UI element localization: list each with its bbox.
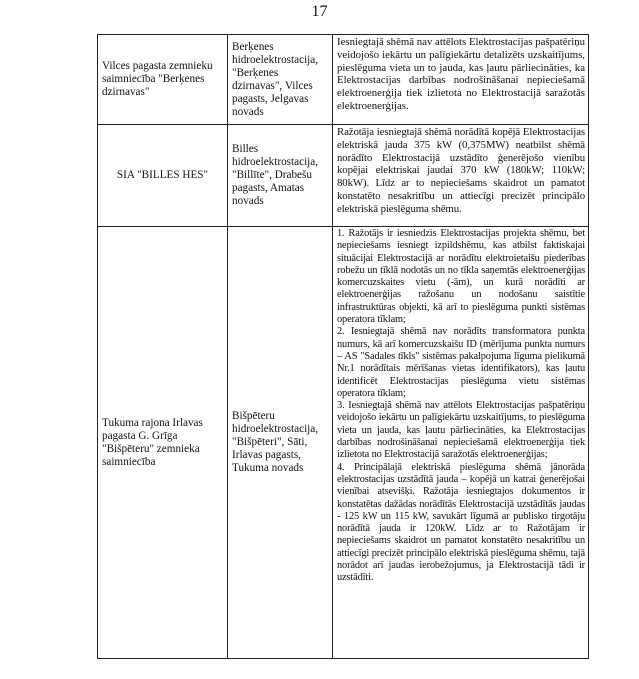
- plant-cell: [228, 227, 333, 659]
- page-number: 17: [311, 3, 328, 20]
- plant-cell: [228, 35, 333, 125]
- note-paragraph: Iesniegtajā shēmā nav attēlots Elektrostacijas pašpatēriņu veidojošo iekārtu un palīgiekārtu detalizēts uzskaitījums, pieslēguma vieta un to jauda, kas ļautu pārliecināties, ka Elektrostacijas darbības nodrošināšanai nepieciešamā elektroenerģija tiek izlietota no Elektrostacijā saražotās elektroenerģijas.: [337, 36, 585, 112]
- notes-cell: [333, 35, 589, 125]
- decision-table: [97, 34, 589, 659]
- holder-name: Vilces pagasta zemnieku saimniecība "Berķenes dzirnavas": [102, 60, 213, 98]
- note-paragraph: 3. Iesniegtajā shēmā nav attēlots Elektrostacijas pašpatēriņu veidojošo iekārtu un palīgiekārtu uzskaitījums, to pieslēguma vieta un jauda, kas ļautu pārliecināties, ka Elektrostacijas darbības nodrošināšanai nepieciešamā elektroenerģija tiek izlietota no Elektrostacijā saražotās elektroenerģijas;: [337, 400, 585, 461]
- note-text: [333, 35, 588, 114]
- holder-name: SIA "BILLES HES": [116, 169, 209, 181]
- table-row: [98, 35, 589, 125]
- plant-name: Billes hidroelektrostacija, "Billīte", Drabešu pagasts, Amatas novads: [232, 143, 319, 207]
- plant-name: Bišpēteru hidroelektrostacija, "Bišpēteri", Sāti, Irlavas pagasts, Tukuma novads: [232, 410, 319, 474]
- note-paragraph: 1. Ražotājs ir iesniedzis Elektrostacijas projekta shēmu, bet nepieciešams iesniegt izpildshēmu, kas atbilst faktiskajai situācijai Elektrostacijā ar norādītu elektroietaišu piederības robežu un tīklā nodotās un no tīkla saņemtās elektroenerģijas komercuzskaites vietu (-ām), un kurā norādīti ar elektroenerģijas ražošanu un nodošanu saistītie infrastruktūras objekti, kā arī to pieslēguma punkti sistēmas operatora tīklam;: [337, 228, 585, 326]
- plant-name: Berķenes hidroelektrostacija, "Berķenes dzirnavas", Vilces pagasts, Jelgavas novads: [232, 40, 319, 118]
- plant-cell: [228, 125, 333, 227]
- holder-cell: [98, 227, 228, 659]
- note-paragraph: 4. Principālajā elektriskā pieslēguma shēmā jānorāda elektrostacijas uzstādītā jauda – kopējā un katrai ģenerējošai vienībai atsevišķi. Ražotāja iesniegtajos dokumentos ir konstatētas dažādas norādītās Elektrostacijā uzstādītās jaudas - 125 kW un 115 kW, savukārt līgumā ar publisko tirgotāju norādītā jauda ir 120kW. Līdz ar to Ražotājam ir nepieciešams skaidrot un pamatot konstatēto nesakritību un attiecīgi precizēt principālo elektriskā pieslēguma shēmu, tajā norādot arī jaudas ierobežojumus, ja Elektrostacijā tādi ir uzstādīti.: [337, 461, 585, 584]
- table-row: [98, 125, 589, 227]
- holder-cell: [98, 35, 228, 125]
- note-paragraph: 2. Iesniegtajā shēmā nav norādīts transformatora punkta numurs, kā arī komercuzskaišu ID (mērījuma punkta numurs – AS "Sadales tīkls" sistēmas pakalpojuma līguma pielikumā Nr.1 norādītais mērīšanas vietas identifikators), kas ļautu identificēt Elektrostacijas pieslēguma vietu sistēmas operatora tīklam;: [337, 326, 585, 399]
- holder-name: Tukuma rajona Irlavas pagasta G. Grīga "Bišpēteru" zemnieka saimniecība: [102, 416, 203, 468]
- note-paragraph: Ražotāja iesniegtajā shēmā norādītā kopējā Elektrostacijas elektriskā jauda 375 kW (0,375MW) neatbilst shēmā norādīto Elektrostacijā uzstādīto ģenerējošo vienību kopējai elektriskai jaudai 370 kW (180kW; 110kW; 80kW). Līdz ar to nepieciešams skaidrot un pamatot konstatēto nesakritību un attiecīgi precizēt principālo elektriskā pieslēguma shēmu.: [337, 126, 585, 215]
- notes-cell: [333, 227, 589, 659]
- note-text: [333, 227, 588, 586]
- holder-cell: [98, 125, 228, 227]
- table-row: [98, 227, 589, 659]
- note-text: [333, 125, 588, 217]
- notes-cell: [333, 125, 589, 227]
